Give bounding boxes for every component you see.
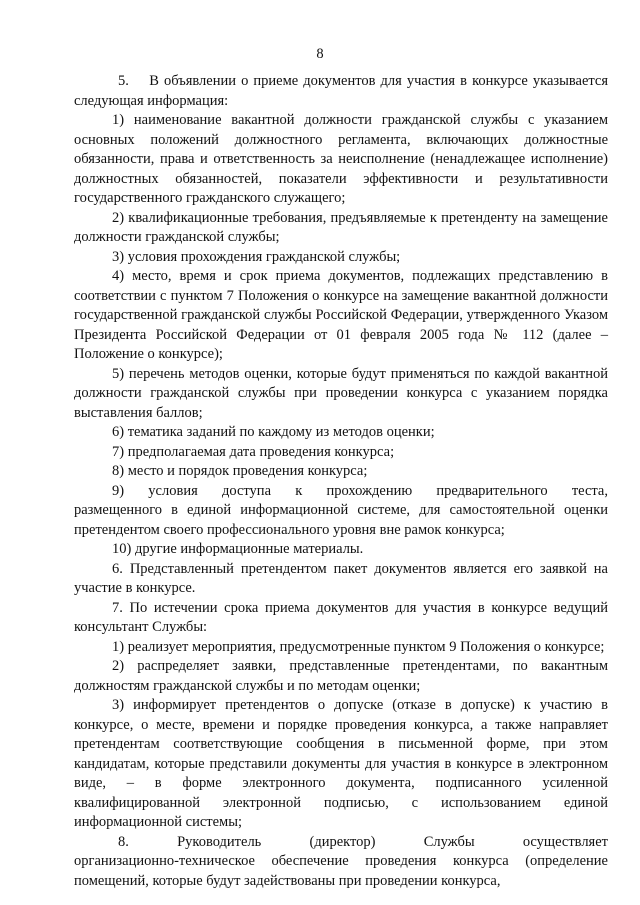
list-item-1: 1) наименование вакантной должности гражданской службы с указанием основных положений должностного регламента, включающих должностные обязанности, права и ответственность за неисполнение (ненадлежащее исполнение) должностных обязанностей, показатели эффективности и результативности государственного гражданского служащего; [74, 112, 608, 206]
list-item-6: 6) тематика заданий по каждому из методов оценки; [112, 424, 435, 440]
list-item-2: 2) квалификационные требования, предъявляемые к претенденту на замещение должности гражданской службы; [74, 209, 608, 245]
paragraph-7-item-1: 1) реализует мероприятия, предусмотренные пунктом 9 Положения о конкурсе; [112, 638, 605, 655]
paragraph-5-intro: 5. В объявлении о приеме документов для участия в конкурсе указывается следующая информация: [74, 73, 608, 109]
paragraph-7-intro: 7. По истечении срока приема документов для участия в конкурсе ведущий консультант Службы: [74, 599, 608, 635]
list-item-7: 7) предполагаемая дата проведения конкурса; [112, 443, 395, 460]
paragraph-7-item-3: 3) информирует претендентов о допуске (отказе в допуске) к участию в конкурсе, о месте, времени и порядке проведения конкурса, а также направляет претендентам соответствующие сообщения в письменной форме, при этом кандидатам, которые представили документы для участия в конкурсе в электронном виде, – в форме электронного документа, подписанного усиленной квалифицированной электронной подписью, с использованием единой информационной системы; [74, 697, 608, 830]
list-item-5: 5) перечень методов оценки, которые будут применяться по каждой вакантной должности гражданской службы при проведении конкурса с указанием порядка выставления баллов; [74, 365, 608, 421]
page-number: 8 [316, 46, 324, 62]
list-item-4: 4) место, время и срок приема документов, подлежащих представлению в соответствии с пунктом 7 Положения о конкурсе на замещение вакантной должности государственной гражданской службы Российской Федерации, утвержденного Указом Президента Российской Федерации от 01 февраля 2005 года № 112 (далее – Положение о конкурсе); [74, 268, 608, 362]
document-body [74, 72, 608, 891]
paragraph-8: 8. Руководитель (директор) Службы осуществляет организационно-техническое обеспечение проведения конкурса (определение помещений, которые будут задействованы при проведении конкурса, [74, 833, 608, 889]
list-item-3: 3) условия прохождения гражданской службы; [112, 248, 401, 265]
paragraph-7-item-2: 2) распределяет заявки, представленные претендентами, по вакантным должностям гражданской службы и по методам оценки; [74, 658, 608, 694]
list-item-8: 8) место и порядок проведения конкурса; [112, 463, 368, 479]
list-item-9: 9) условия доступа к прохождению предварительного теста, размещенного в единой информационной системе, для самостоятельной оценки претендентом своего профессионального уровня вне рамок конкурса; [74, 482, 608, 538]
paragraph-6: 6. Представленный претендентом пакет документов является его заявкой на участие в конкурсе. [74, 560, 608, 596]
list-item-10: 10) другие информационные материалы. [112, 541, 364, 557]
